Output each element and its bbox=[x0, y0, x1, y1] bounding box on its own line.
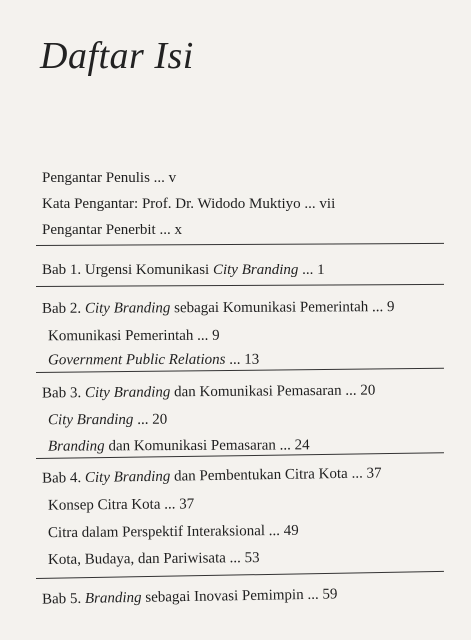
chapter-entry bbox=[42, 262, 325, 279]
section-entry bbox=[48, 352, 259, 370]
section-entry-italic: City Branding bbox=[47, 411, 134, 429]
section-entry bbox=[48, 412, 167, 430]
chapter-entry-suffix: dan Komunikasi Pemasaran ... 20 bbox=[170, 382, 376, 401]
chapter-entry-prefix: Bab 2. bbox=[41, 300, 85, 317]
chapter-entry bbox=[42, 465, 382, 487]
chapter-entry bbox=[42, 383, 375, 403]
chapter-entry-italic: City Branding bbox=[84, 468, 171, 486]
front-matter-entry bbox=[42, 170, 176, 187]
chapter-entry-italic: City Branding bbox=[84, 384, 171, 402]
section-entry-suffix: dan Komunikasi Pemasaran ... 24 bbox=[104, 437, 310, 455]
chapter-entry-italic: Branding bbox=[84, 589, 142, 607]
chapter-entry-suffix: dan Pembentukan Citra Kota ... 37 bbox=[170, 465, 382, 485]
section-entry-prefix: Konsep Citra Kota ... 37 bbox=[47, 496, 195, 514]
section-entry-italic: Branding bbox=[47, 438, 105, 455]
chapter-entry-italic: City Branding bbox=[212, 262, 299, 278]
section-entry-prefix: Kota, Budaya, dan Pariwisata ... 53 bbox=[47, 550, 260, 568]
chapter-entry-suffix: ... 1 bbox=[298, 262, 325, 278]
divider-line bbox=[36, 284, 444, 287]
section-entry bbox=[48, 550, 260, 569]
chapter-entry-prefix: Bab 5. bbox=[41, 590, 86, 608]
page-title: Daftar Isi bbox=[40, 35, 194, 77]
front-matter-entry-text: Kata Pengantar: Prof. Dr. Widodo Muktiyo ... vii bbox=[42, 196, 336, 212]
divider-line bbox=[36, 243, 444, 246]
front-matter-entry bbox=[42, 222, 182, 239]
divider-line bbox=[36, 571, 444, 579]
chapter-entry bbox=[42, 586, 338, 608]
front-matter-entry bbox=[42, 196, 335, 213]
section-entry bbox=[48, 328, 220, 346]
section-entry bbox=[48, 496, 194, 514]
chapter-entry-suffix: sebagai Inovasi Pemimpin ... 59 bbox=[141, 586, 338, 606]
section-entry-suffix: ... 20 bbox=[133, 411, 168, 428]
section-entry-prefix: Citra dalam Perspektif Interaksional ... 49 bbox=[47, 522, 299, 542]
chapter-entry-italic: City Branding bbox=[84, 300, 171, 317]
front-matter-entry-text: Pengantar Penulis ... v bbox=[42, 170, 177, 186]
section-entry bbox=[48, 523, 299, 542]
section-entry-prefix: Komunikasi Pemerintah ... 9 bbox=[47, 327, 220, 345]
chapter-entry-prefix: Bab 1. Urgensi Komunikasi bbox=[42, 262, 213, 278]
section-entry-italic: Government Public Relations bbox=[47, 351, 226, 369]
chapter-entry bbox=[42, 299, 395, 318]
front-matter-entry-text: Pengantar Penerbit ... x bbox=[42, 222, 182, 238]
section-entry bbox=[48, 437, 310, 455]
chapter-entry-prefix: Bab 3. bbox=[41, 385, 85, 402]
chapter-entry-prefix: Bab 4. bbox=[41, 469, 86, 487]
chapter-entry-suffix: sebagai Komunikasi Pemerintah ... 9 bbox=[170, 299, 395, 317]
section-entry-suffix: ... 13 bbox=[225, 351, 260, 368]
